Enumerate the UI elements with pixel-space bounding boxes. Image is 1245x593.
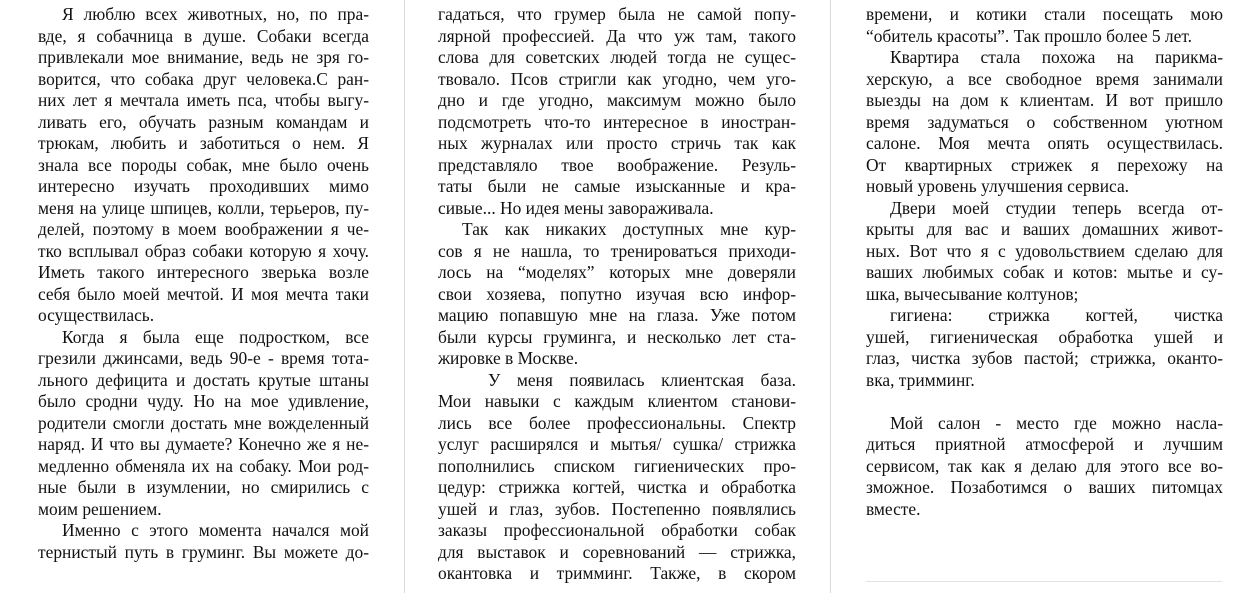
text-line: лярной профессией. Да что уж там, такого <box>438 25 796 46</box>
text-line: Двери моей студии теперь всегда от- <box>890 197 1223 218</box>
text-line: зможное. Позаботимся о ваших питомцах <box>866 477 1223 497</box>
text-column-1 <box>38 4 369 563</box>
text-line: время задуматься о собственном уютном <box>866 111 1223 132</box>
text-line: делей, поэтому в моем воображении я че- <box>38 219 369 239</box>
text-line: ушей и глаз, зубов. Постепенно появлялись <box>438 498 796 519</box>
text-line: были курсы груминга, и несколько лет ста- <box>438 326 796 347</box>
text-line: Именно с этого момента начался мой <box>62 520 369 540</box>
text-line: заказы профессиональной обработки собак <box>438 520 796 540</box>
text-line: ливать его, обучать разным командам и <box>38 111 369 132</box>
text-line: Мои навыки с каждым клиентом станови- <box>438 391 796 411</box>
text-line: Мой салон - место где можно насла- <box>890 412 1223 433</box>
text-line: цедур: стрижка когтей, чистка и обработка <box>438 477 796 497</box>
text-line: таты были не самые изысканные и кра- <box>438 176 796 196</box>
text-line: ушей, гигиеническая обработка ушей и <box>866 326 1223 347</box>
column-divider <box>404 0 405 593</box>
text-line: вка, тримминг. <box>866 369 975 390</box>
text-line: глаз, чистка зубов пастой; стрижка, оканто- <box>866 348 1223 368</box>
text-line: жировке в Москве. <box>438 348 579 368</box>
text-line: них лет я мечтала иметь пса, чтобы выгу- <box>38 90 369 110</box>
text-line: ворится, что собака друг человека.С ран- <box>38 68 369 89</box>
text-line: привлекали мое внимание, ведь не зря го- <box>38 47 369 67</box>
text-line: гигиена: стрижка когтей, чистка <box>890 305 1223 325</box>
text-line: для выставок и соревнований — стрижка, <box>438 541 796 562</box>
text-line: херскую, а все свободное время занимали <box>866 68 1223 89</box>
text-line: себя было моей мечтой. И моя мечта таки <box>38 283 369 304</box>
text-line: шка, вычесывание колтунов; <box>866 283 1079 304</box>
text-line: От квартирных стрижек я перехожу на <box>866 154 1223 175</box>
text-line: осуществилась. <box>38 305 155 325</box>
text-line: пополнились списком гигиенических про- <box>438 455 796 476</box>
text-line: выезды на дом к клиентам. И вот пришло <box>866 90 1223 110</box>
text-line: грезили джинсами, ведь 90-е - время тота- <box>38 348 369 368</box>
text-line <box>866 391 1223 413</box>
text-line: салоне. Моя мечта опять осуществилась. <box>866 133 1223 153</box>
text-line: “обитель красоты”. Так прошло более 5 лет. <box>866 25 1192 46</box>
text-line: твовало. Псов стригли как угодно, чем уго- <box>438 68 796 89</box>
text-line: услуг расширялся и мытья/ сушка/ стрижка <box>438 434 796 454</box>
text-line: лось на “моделях” которых мне доверяли <box>438 262 796 282</box>
text-line: вместе. <box>866 498 921 519</box>
text-line: тернистый путь в груминг. Вы можете до- <box>38 541 369 562</box>
text-column-3 <box>866 4 1223 520</box>
text-column-2 <box>438 4 796 585</box>
text-line: диться приятной атмосферой и лучшим <box>866 434 1223 454</box>
text-line: У меня появилась клиентская база. <box>488 369 796 390</box>
text-line: Я люблю всех животных, но, по пра- <box>62 4 369 24</box>
text-line: сивые... Но идея мены завораживала. <box>438 197 714 218</box>
column-divider <box>830 0 831 593</box>
text-line: мацию попавшую мне на глаза. Уже потом <box>438 305 796 325</box>
text-line: льного дефицита и достать крутые штаны <box>38 369 369 390</box>
text-line: сервисом, так как я делаю для этого все во- <box>866 455 1223 476</box>
text-line: медленно обменяла их на собаку. Мои род- <box>38 455 369 476</box>
text-line: знала все породы собак, мне было очень <box>38 154 369 175</box>
text-line: новый уровень улучшения сервиса. <box>866 176 1130 196</box>
text-line: ных. Вот что я с удовольствием сделаю для <box>866 240 1223 261</box>
text-line: представляло твое воображение. Резуль- <box>438 154 796 175</box>
text-line: трюкам, любить и заботиться о нем. Я <box>38 133 369 153</box>
text-line: Иметь такого интересного зверька возле <box>38 262 369 282</box>
text-line: тко всплывал образ собаки которую я хочу. <box>38 240 369 261</box>
text-line: ных журналах или просто стричь так как <box>438 133 796 153</box>
text-line: моим решением. <box>38 498 162 519</box>
text-line: ваших любимых собак и котов: мытье и су- <box>866 262 1223 282</box>
text-line: сов я не нашла, то тренироваться приходи- <box>438 240 796 261</box>
text-line: времени, и котики стали посещать мою <box>866 4 1223 24</box>
text-line: окантовка и тримминг. Также, в скором <box>438 563 796 583</box>
text-line: дно и где угодно, максимум можно было <box>438 90 796 110</box>
text-line: слова для советских людей тогда не сущес- <box>438 47 796 67</box>
text-line: родители смогли достать мне вожделенный <box>38 412 369 433</box>
text-line: было сродни чуду. Но на мое удивление, <box>38 391 369 411</box>
text-line: Так как никаких доступных мне кур- <box>462 219 796 239</box>
text-line: Квартира стала похожа на парикма- <box>890 47 1223 67</box>
text-line: гадаться, что грумер была не самой попу- <box>438 4 796 24</box>
bottom-rule <box>866 581 1222 582</box>
text-line: свои хозяева, попутно изучая всю инфор- <box>438 283 796 304</box>
text-line: меня на улице шпицев, колли, терьеров, пу- <box>38 197 369 218</box>
text-line: крыты для вас и ваших домашних живот- <box>866 219 1223 239</box>
text-line: лись все более профессиональны. Спектр <box>438 412 796 433</box>
text-line: наряд. И что вы думаете? Конечно же я не- <box>38 434 369 454</box>
text-line: ные были в изумлении, но смирились с <box>38 477 369 497</box>
text-line: подсмотреть что-то интересное в иностран- <box>438 111 796 132</box>
text-line: вде, я собачница в душе. Собаки всегда <box>38 25 369 46</box>
text-line: интересно изучать проходивших мимо <box>38 176 369 196</box>
text-line: Когда я была еще подростком, все <box>62 326 369 347</box>
